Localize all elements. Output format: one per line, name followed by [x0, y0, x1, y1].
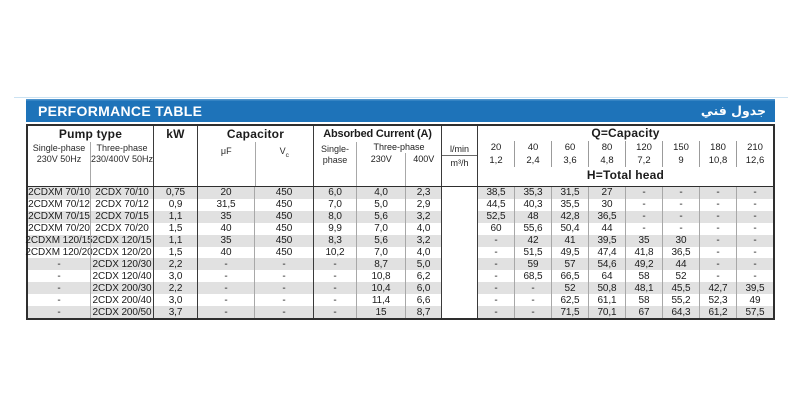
table-cell: -: [699, 199, 736, 211]
table-cell: 44: [588, 223, 625, 235]
table-cell: 15: [356, 306, 405, 318]
three-phase-current-header: Three-phase 230V 400V: [356, 142, 441, 186]
table-row: [28, 223, 773, 235]
table-cell: 41,8: [625, 247, 662, 259]
table-cell: 6,0: [313, 187, 356, 199]
table-cell: 5,6: [356, 235, 405, 247]
lmin-label: l/min: [442, 142, 477, 156]
table-cell: 35,3: [514, 187, 551, 199]
table-cell: 50,4: [551, 223, 588, 235]
table-cell: 47,4: [588, 247, 625, 259]
table-cell: 2,9: [405, 199, 441, 211]
table-cell: 41: [551, 235, 588, 247]
flow-spacer-cell: [441, 247, 477, 259]
absorbed-current-group: [313, 126, 441, 186]
table-cell: -: [736, 199, 773, 211]
table-cell: -: [699, 187, 736, 199]
table-cell: -: [625, 211, 662, 223]
table-cell: 2CDXM 120/15: [25, 235, 93, 247]
table-cell: 20: [197, 187, 254, 199]
table-cell: 2CDXM 120/20: [25, 246, 93, 258]
table-cell: -: [313, 306, 356, 318]
table-row: [28, 187, 773, 199]
table-cell: 49,5: [551, 247, 588, 259]
total-head-title: H=Total head: [586, 168, 665, 182]
table-cell: 35: [197, 235, 254, 247]
table-cell: 3,0: [153, 270, 197, 282]
flow-spacer-cell: [441, 199, 477, 211]
table-cell: 36,5: [662, 247, 699, 259]
table-cell: 57: [551, 258, 588, 270]
table-cell: 450: [254, 235, 313, 247]
table-cell: -: [254, 306, 313, 318]
table-cell: -: [699, 270, 736, 282]
volt-230-header: 230V: [370, 154, 392, 164]
table-cell: 8,3: [313, 235, 356, 247]
table-cell: -: [736, 235, 773, 247]
table-cell: 31,5: [197, 199, 254, 211]
table-cell: -: [736, 247, 773, 259]
table-cell: 10,4: [356, 282, 405, 294]
flow-spacer-cell: [441, 223, 477, 235]
kw-header: kW: [153, 126, 197, 186]
table-cell: 2CDX 120/30: [90, 258, 153, 270]
table-cell: -: [197, 282, 254, 294]
table-row: [28, 294, 773, 306]
table-cell: 2CDX 120/20: [90, 247, 153, 259]
table-cell: 2CDXM 70/20: [28, 223, 90, 235]
table-cell: 5,0: [356, 199, 405, 211]
table-cell: 31,5: [551, 187, 588, 199]
table-cell: 2CDX 120/40: [90, 270, 153, 282]
table-cell: 40,3: [514, 199, 551, 211]
table-cell: -: [736, 258, 773, 270]
table-cell: 54,6: [588, 258, 625, 270]
table-cell: 4,0: [356, 187, 405, 199]
table-cell: 0,75: [153, 187, 197, 199]
table-cell: 2CDX 70/10: [90, 187, 153, 199]
table-cell: -: [625, 187, 662, 199]
table-cell: 39,5: [588, 235, 625, 247]
table-row: [28, 199, 773, 211]
table-cell: -: [736, 211, 773, 223]
table-cell: 49: [736, 294, 773, 306]
table-cell: 1,5: [153, 247, 197, 259]
table-cell: -: [197, 306, 254, 318]
flow-spacer-cell: [441, 258, 477, 270]
flow-spacer-cell: [441, 270, 477, 282]
page-title: PERFORMANCE TABLE: [38, 102, 203, 119]
table-cell: 7,0: [356, 247, 405, 259]
table-cell: 66,5: [551, 270, 588, 282]
capacitor-title: Capacitor: [226, 127, 285, 141]
page-title-arabic: جدول فني: [700, 103, 766, 118]
table-cell: 61,1: [588, 294, 625, 306]
table-cell: -: [197, 270, 254, 282]
table-cell: 7,0: [356, 223, 405, 235]
table-cell: 42,7: [699, 282, 736, 294]
table-cell: 64: [588, 270, 625, 282]
table-cell: 9,9: [313, 223, 356, 235]
table-cell: -: [514, 294, 551, 306]
table-row: [28, 282, 773, 294]
table-cell: 3,0: [153, 294, 197, 306]
three-phase-pump-header: Three-phase 230/400V 50Hz: [90, 142, 153, 186]
table-cell: 55,2: [662, 294, 699, 306]
table-cell: 6,0: [405, 282, 441, 294]
flow-spacer-cell: [441, 306, 477, 318]
table-cell: -: [477, 306, 514, 318]
table-cell: 49,2: [625, 258, 662, 270]
table-cell: 2CDX 70/20: [90, 223, 153, 235]
table-cell: 10,8: [356, 270, 405, 282]
table-cell: -: [662, 223, 699, 235]
table-cell: -: [477, 270, 514, 282]
table-cell: 27: [588, 187, 625, 199]
title-bar: [26, 99, 775, 122]
table-body: [25, 187, 773, 318]
table-cell: 11,4: [356, 294, 405, 306]
table-cell: -: [254, 282, 313, 294]
table-cell: 2CDXM 70/12: [28, 199, 90, 211]
table-cell: 5,0: [405, 258, 441, 270]
table-cell: 58: [625, 270, 662, 282]
flow-spacer-cell: [441, 294, 477, 306]
absorbed-current-title: Absorbed Current (A): [323, 128, 432, 140]
table-row: [25, 246, 773, 259]
table-cell: 450: [254, 247, 313, 259]
table-cell: -: [625, 199, 662, 211]
table-cell: -: [313, 270, 356, 282]
table-cell: -: [699, 247, 736, 259]
table-cell: 71,5: [551, 306, 588, 318]
table-cell: 36,5: [588, 211, 625, 223]
table-row: [28, 258, 773, 270]
table-cell: 50,8: [588, 282, 625, 294]
table-cell: 70,1: [588, 306, 625, 318]
table-cell: 8,7: [356, 258, 405, 270]
flow-units-header: [441, 126, 477, 186]
table-cell: 450: [254, 211, 313, 223]
table-cell: 2CDX 70/12: [90, 199, 153, 211]
table-cell: 40: [197, 223, 254, 235]
table-cell: 4,0: [405, 247, 441, 259]
table-row: [28, 211, 773, 223]
vc-header: $V_c$: [255, 142, 314, 186]
table-cell: 2CDX 120/15: [90, 235, 153, 247]
table-cell: 68,5: [514, 270, 551, 282]
table-cell: 2,3: [405, 187, 441, 199]
table-cell: 2CDX 200/30: [90, 282, 153, 294]
table-cell: 58: [625, 294, 662, 306]
table-cell: 44: [662, 258, 699, 270]
table-cell: -: [477, 235, 514, 247]
table-cell: -: [477, 282, 514, 294]
capacity-group: [477, 126, 773, 186]
table-cell: 51,5: [514, 247, 551, 259]
table-cell: 35: [625, 235, 662, 247]
table-cell: 2,2: [153, 258, 197, 270]
table-cell: 42: [514, 235, 551, 247]
table-cell: 30: [588, 199, 625, 211]
table-cell: -: [662, 199, 699, 211]
table-row: [28, 270, 773, 282]
table-cell: 52: [551, 282, 588, 294]
table-cell: 0,9: [153, 199, 197, 211]
table-row: [25, 235, 773, 247]
capacitor-group: [197, 126, 313, 186]
table-cell: 2CDX 200/50: [90, 306, 153, 318]
table-cell: 48: [514, 211, 551, 223]
table-cell: 3,2: [405, 235, 441, 247]
single-phase-pump-header: Single-phase 230V 50Hz: [32, 143, 86, 164]
table-cell: 2CDX 70/15: [90, 211, 153, 223]
flow-spacer-cell: [441, 282, 477, 294]
table-cell: 450: [254, 187, 313, 199]
m3h-label: m³/h: [450, 158, 469, 168]
performance-table: [26, 124, 775, 320]
table-cell: 60: [477, 223, 514, 235]
flow-spacer-cell: [441, 187, 477, 199]
table-cell: 40: [197, 247, 254, 259]
table-cell: 52: [662, 270, 699, 282]
table-cell: -: [254, 258, 313, 270]
capacity-m3h-row: 1,2 2,4 3,6 4,8 7,2 9 10,8 12,6: [478, 154, 773, 167]
table-cell: 3,2: [405, 211, 441, 223]
table-cell: 7,0: [313, 199, 356, 211]
single-phase-current-header: Single- phase: [320, 144, 349, 165]
table-cell: 52,5: [477, 211, 514, 223]
table-cell: -: [57, 282, 61, 294]
table-cell: -: [197, 294, 254, 306]
pump-type-group: [28, 126, 153, 186]
table-cell: -: [57, 258, 61, 270]
table-cell: 57,5: [736, 306, 773, 318]
table-cell: 59: [514, 258, 551, 270]
table-cell: 6,2: [405, 270, 441, 282]
table-cell: -: [197, 258, 254, 270]
table-header: [28, 126, 773, 187]
table-cell: 8,7: [405, 306, 441, 318]
pump-type-title: Pump type: [58, 127, 123, 141]
table-cell: -: [514, 282, 551, 294]
table-cell: -: [625, 223, 662, 235]
table-cell: 8,0: [313, 211, 356, 223]
table-cell: 44,5: [477, 199, 514, 211]
table-cell: -: [514, 306, 551, 318]
table-cell: 6,6: [405, 294, 441, 306]
table-cell: 2CDX 200/40: [90, 294, 153, 306]
table-cell: -: [699, 235, 736, 247]
top-hairline: [14, 97, 788, 98]
table-cell: -: [313, 282, 356, 294]
table-cell: -: [662, 211, 699, 223]
table-cell: -: [662, 187, 699, 199]
table-cell: 5,6: [356, 211, 405, 223]
table-cell: -: [57, 294, 61, 306]
volt-400-header: 400V: [405, 153, 441, 186]
table-cell: 30: [662, 235, 699, 247]
table-cell: 10,2: [313, 247, 356, 259]
table-cell: 1,1: [153, 235, 197, 247]
table-cell: 2,2: [153, 282, 197, 294]
table-cell: 35: [197, 211, 254, 223]
table-cell: -: [477, 294, 514, 306]
capacity-lmin-row: 20 40 60 80 120 150 180 210: [478, 141, 773, 154]
table-cell: -: [254, 294, 313, 306]
table-cell: 39,5: [736, 282, 773, 294]
capacity-title: Q=Capacity: [591, 126, 660, 140]
table-cell: -: [313, 294, 356, 306]
table-cell: -: [57, 270, 61, 282]
table-row: [28, 306, 773, 318]
table-cell: 61,2: [699, 306, 736, 318]
table-cell: 2CDXM 70/10: [28, 187, 90, 199]
table-cell: 52,3: [699, 294, 736, 306]
table-cell: 48,1: [625, 282, 662, 294]
table-cell: 2CDXM 70/15: [28, 211, 90, 223]
uf-header: μF: [220, 146, 232, 156]
table-cell: -: [736, 223, 773, 235]
table-cell: -: [254, 270, 313, 282]
table-cell: 4,0: [405, 223, 441, 235]
table-cell: 38,5: [477, 187, 514, 199]
table-cell: -: [736, 187, 773, 199]
table-cell: -: [699, 223, 736, 235]
table-cell: 450: [254, 199, 313, 211]
table-cell: 42,8: [551, 211, 588, 223]
table-cell: 55,6: [514, 223, 551, 235]
flow-spacer-cell: [441, 211, 477, 223]
table-cell: 62,5: [551, 294, 588, 306]
table-cell: -: [699, 211, 736, 223]
table-cell: 67: [625, 306, 662, 318]
table-cell: -: [477, 247, 514, 259]
table-cell: 1,1: [153, 211, 197, 223]
table-cell: 3,7: [153, 306, 197, 318]
table-cell: -: [699, 258, 736, 270]
table-cell: -: [477, 258, 514, 270]
table-cell: 35,5: [551, 199, 588, 211]
table-cell: 450: [254, 223, 313, 235]
table-cell: 45,5: [662, 282, 699, 294]
table-cell: -: [313, 258, 356, 270]
table-cell: 64,3: [662, 306, 699, 318]
table-cell: 1,5: [153, 223, 197, 235]
table-cell: -: [57, 306, 61, 318]
flow-spacer-cell: [441, 235, 477, 247]
table-cell: -: [736, 270, 773, 282]
